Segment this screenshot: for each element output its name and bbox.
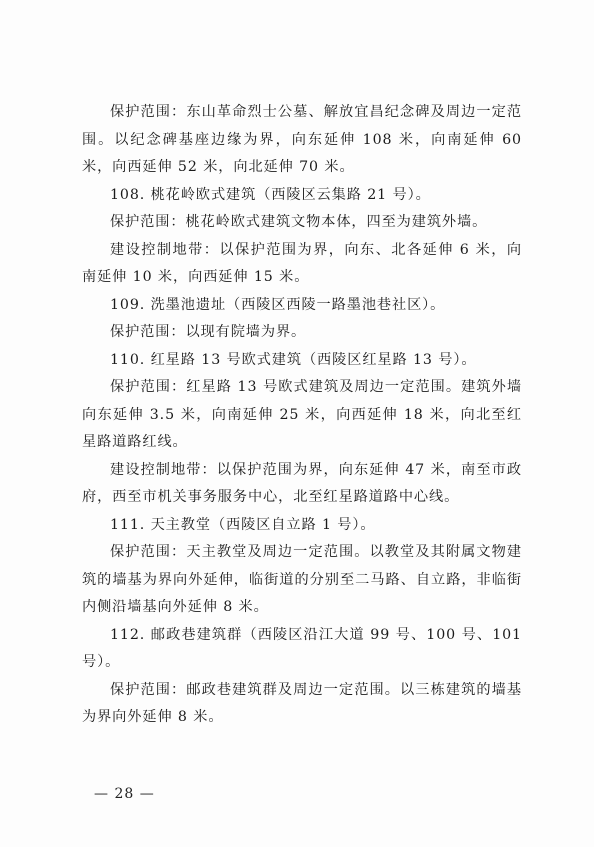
paragraph-control-zone-110: 建设控制地带：以保护范围为界，向东延伸 47 米，南至市政府，西至市机关事务服务中心，北至红星路道路中心线。 <box>82 461 522 505</box>
heading-item-108: 108. 桃花岭欧式建筑（西陵区云集路 21 号）。 <box>110 186 431 203</box>
document-body <box>82 99 522 732</box>
heading-item-110: 110. 红星路 13 号欧式建筑（西陵区红星路 13 号）。 <box>110 351 477 368</box>
paragraph-control-zone-108: 建设控制地带：以保护范围为界，向东、北各延伸 6 米，向南延伸 10 米，向西延伸 15 米。 <box>82 241 522 285</box>
paragraph-protection-scope-110: 保护范围：红星路 13 号欧式建筑及周边一定范围。建筑外墙向东延伸 3.5 米，向南延伸 25 米，向西延伸 18 米，向北至红星路道路红线。 <box>82 379 522 450</box>
heading-item-111: 111. 天主教堂（西陵区自立路 1 号）。 <box>110 516 376 533</box>
paragraph-protection-scope-108: 保护范围：桃花岭欧式建筑文物本体，四至为建筑外墙。 <box>110 214 488 230</box>
paragraph-protection-scope-112: 保护范围：邮政巷建筑群及周边一定范围。以三栋建筑的墙基为界向外延伸 8 米。 <box>82 681 522 725</box>
paragraph-protection-scope-111: 保护范围：天主教堂及周边一定范围。以教堂及其附属文物建筑的墙基为界向外延伸，临街道的分别至二马路、自立路，非临街内侧沿墙基向外延伸 8 米。 <box>82 544 522 615</box>
heading-item-112: 112. 邮政巷建筑群（西陵区沿江大道 99 号、100 号、101 号）。 <box>82 626 522 670</box>
paragraph-protection-scope-109: 保护范围：以现有院墙为界。 <box>110 324 307 340</box>
page-number: — 28 — <box>94 786 155 802</box>
paragraph-protection-scope-dongshan: 保护范围：东山革命烈士公墓、解放宜昌纪念碑及周边一定范围。以纪念碑基座边缘为界，向东延伸 108 米，向南延伸 60 米，向西延伸 52 米，向北延伸 70 米。 <box>82 104 522 175</box>
heading-item-109: 109. 洗墨池遗址（西陵区西陵一路墨池巷社区）。 <box>110 296 446 313</box>
